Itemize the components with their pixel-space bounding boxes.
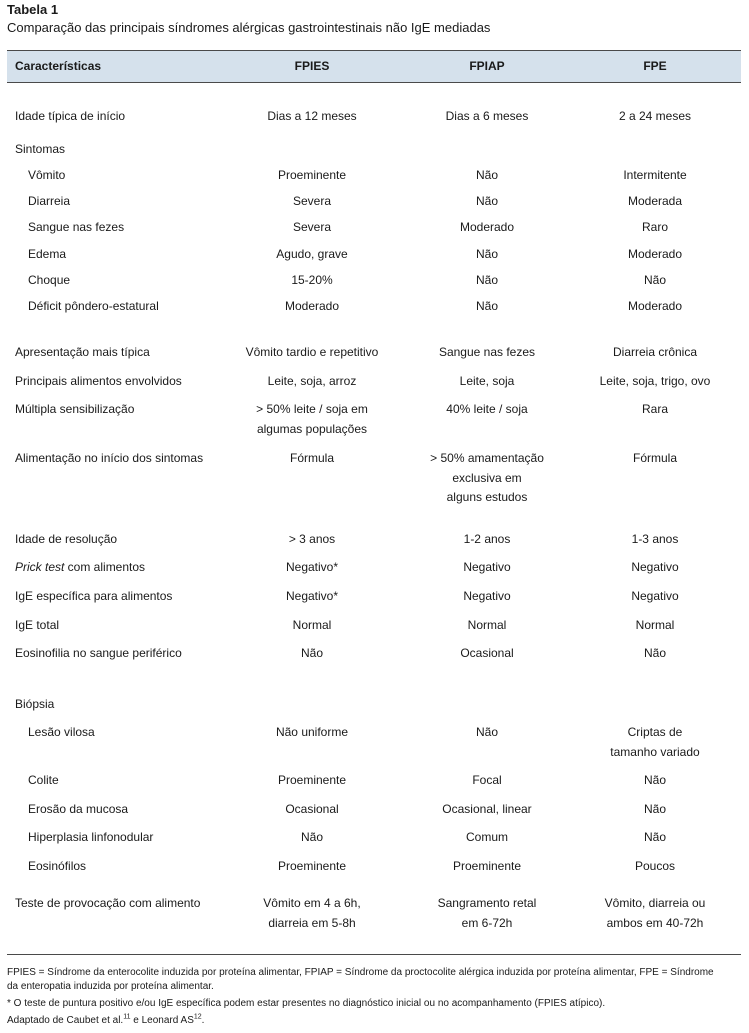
cell-fpiap-line2: em 6-72h <box>461 916 513 930</box>
cell-fpies-line2: diarreia em 5-8h <box>268 916 356 930</box>
cell-fpe: Não <box>643 802 666 816</box>
cell-fpe: Diarreia crônica <box>612 345 698 359</box>
cell-fpiap: > 50% amamentação <box>430 451 544 465</box>
header-fpies: FPIES <box>294 59 330 73</box>
cell-fpiap: Proeminente <box>452 859 522 873</box>
cell-fpiap: 1-2 anos <box>463 532 511 546</box>
cell-fpe: Negativo <box>631 589 679 603</box>
header-fpiap: FPIAP <box>469 59 505 73</box>
header-caracteristicas: Características <box>15 59 102 73</box>
cell-fpe: Não <box>643 773 666 787</box>
row-label: IgE específica para alimentos <box>15 589 173 603</box>
cell-fpe: Não <box>643 830 666 844</box>
cell-fpiap-line2: exclusiva em <box>452 471 522 485</box>
row-label <box>15 557 237 577</box>
row-label: Hiperplasia linfonodular <box>28 830 154 844</box>
cell-fpiap: Dias a 6 meses <box>445 109 529 123</box>
cell-fpe: 2 a 24 meses <box>618 109 692 123</box>
cell-fpiap: 40% leite / soja <box>446 402 528 416</box>
cell-fpe: Normal <box>635 618 675 632</box>
cell-fpiap: Comum <box>465 830 508 844</box>
cell-fpe: Poucos <box>634 859 676 873</box>
cell-fpiap: Sangramento retal <box>437 896 537 910</box>
table-caption-title: Tabela 1 <box>7 2 59 17</box>
cell-fpiap-line3: alguns estudos <box>446 490 528 504</box>
cell-fpiap: Leite, soja <box>459 374 515 388</box>
cell-fpies: Ocasional <box>285 802 339 816</box>
cell-fpiap: Não <box>475 247 498 261</box>
row-label: Déficit pôndero-estatural <box>28 299 159 313</box>
footnote-adapted <box>7 1014 743 1028</box>
table-header <box>7 50 741 83</box>
row-label: Múltipla sensibilização <box>15 402 135 416</box>
cell-fpies: Severa <box>292 220 332 234</box>
cell-fpe: Rara <box>641 402 668 416</box>
row-label: Idade de resolução <box>15 532 118 546</box>
table-caption-subtitle: Comparação das principais síndromes alérgicas gastrointestinais não IgE mediadas <box>7 20 491 35</box>
cell-fpe: 1-3 anos <box>631 532 679 546</box>
cell-fpies: Negativo* <box>285 560 339 574</box>
cell-fpe-line2: tamanho variado <box>610 745 700 759</box>
row-label: Eosinofilia no sangue periférico <box>15 646 182 660</box>
cell-fpe: Raro <box>641 220 668 234</box>
cell-fpiap: Ocasional, linear <box>442 802 532 816</box>
cell-fpiap: Não <box>475 725 498 739</box>
cell-fpiap: Sangue nas fezes <box>438 345 536 359</box>
row-label: Lesão vilosa <box>28 725 95 739</box>
cell-fpies: Vômito em 4 a 6h, <box>263 896 361 910</box>
row-label: Edema <box>28 247 67 261</box>
cell-fpiap: Focal <box>472 773 502 787</box>
cell-fpe: Não <box>643 646 666 660</box>
cell-fpies: Proeminente <box>277 773 347 787</box>
row-label: Alimentação no início dos sintomas <box>15 451 204 465</box>
footnote-abbrev-line1: FPIES = Síndrome da enterocolite induzida por proteína alimentar, FPIAP = Síndrome da proctocolite alérgica induzida por proteína alimentar, FPE = Síndrome <box>7 967 714 978</box>
cell-fpiap: Não <box>475 299 498 313</box>
row-label: Teste de provocação com alimento <box>15 896 201 910</box>
cell-fpe-line2: ambos em 40-72h <box>606 916 704 930</box>
footnote-abbrev-line2: da enteropatia induzida por proteína alimentar. <box>7 981 214 992</box>
cell-fpies: 15-20% <box>291 273 333 287</box>
row-label: Vômito <box>28 168 66 182</box>
row-label-rest: com alimentos <box>64 560 146 574</box>
row-label: Colite <box>28 773 59 787</box>
cell-fpe: Fórmula <box>632 451 677 465</box>
row-label: Erosão da mucosa <box>28 802 129 816</box>
row-label: IgE total <box>15 618 60 632</box>
adapted-text-a: Adaptado de Caubet et al. <box>7 1015 124 1026</box>
cell-fpe: Moderado <box>627 247 683 261</box>
cell-fpies: Fórmula <box>289 451 334 465</box>
cell-fpies: Severa <box>292 194 332 208</box>
cell-fpe: Negativo <box>631 560 679 574</box>
cell-fpe: Criptas de <box>627 725 683 739</box>
cell-fpies: Dias a 12 meses <box>267 109 357 123</box>
adapted-text-b: e Leonard AS <box>130 1015 194 1026</box>
cell-fpies: Proeminente <box>277 859 347 873</box>
cell-fpiap: Ocasional <box>460 646 514 660</box>
row-label-italic: Prick test <box>15 560 65 574</box>
cell-fpies: Proeminente <box>277 168 347 182</box>
table-bottom-rule <box>7 954 741 955</box>
cell-fpies: Agudo, grave <box>276 247 348 261</box>
cell-fpe: Intermitente <box>623 168 687 182</box>
cell-fpies-line2: algumas populações <box>256 422 368 436</box>
row-label: Choque <box>28 273 71 287</box>
cell-fpies: Não <box>300 830 323 844</box>
cell-fpies: Não <box>300 646 323 660</box>
cell-fpiap: Negativo <box>463 589 511 603</box>
row-label: Eosinófilos <box>28 859 87 873</box>
row-label: Principais alimentos envolvidos <box>15 374 182 388</box>
row-label: Sintomas <box>15 142 66 156</box>
header-fpe: FPE <box>643 59 667 73</box>
cell-fpe: Não <box>643 273 666 287</box>
cell-fpies: Negativo* <box>285 589 339 603</box>
cell-fpies: Moderado <box>284 299 340 313</box>
cell-fpiap: Não <box>475 194 498 208</box>
cell-fpe: Vômito, diarreia ou <box>604 896 706 910</box>
cell-fpies: Leite, soja, arroz <box>267 374 357 388</box>
cell-fpiap: Não <box>475 168 498 182</box>
cell-fpies: Não uniforme <box>275 725 349 739</box>
cell-fpiap: Moderado <box>459 220 515 234</box>
adapted-ref-12: 12 <box>193 1013 202 1021</box>
row-label: Idade típica de início <box>15 109 126 123</box>
cell-fpe: Moderado <box>627 299 683 313</box>
cell-fpies: Normal <box>292 618 332 632</box>
cell-fpies: > 50% leite / soja em <box>256 402 368 416</box>
footnote-abbreviations <box>7 966 743 994</box>
cell-fpies: Vômito tardio e repetitivo <box>245 345 379 359</box>
cell-fpe: Leite, soja, trigo, ovo <box>599 374 711 388</box>
row-label: Sangue nas fezes <box>28 220 125 234</box>
row-label: Biópsia <box>15 697 55 711</box>
adapted-ref-11: 11 <box>123 1013 131 1021</box>
cell-fpiap: Negativo <box>463 560 511 574</box>
cell-fpiap: Não <box>475 273 498 287</box>
cell-fpe: Moderada <box>627 194 683 208</box>
footnote-asterisk: * O teste de puntura positivo e/ou IgE específica podem estar presentes no diagnóstico inicial ou no acompanhamento (FPIES atípico). <box>7 998 606 1009</box>
cell-fpiap: Normal <box>467 618 507 632</box>
row-label: Diarreia <box>28 194 71 208</box>
cell-fpies: > 3 anos <box>288 532 336 546</box>
adapted-text-c: . <box>201 1015 205 1026</box>
row-label: Apresentação mais típica <box>15 345 150 359</box>
